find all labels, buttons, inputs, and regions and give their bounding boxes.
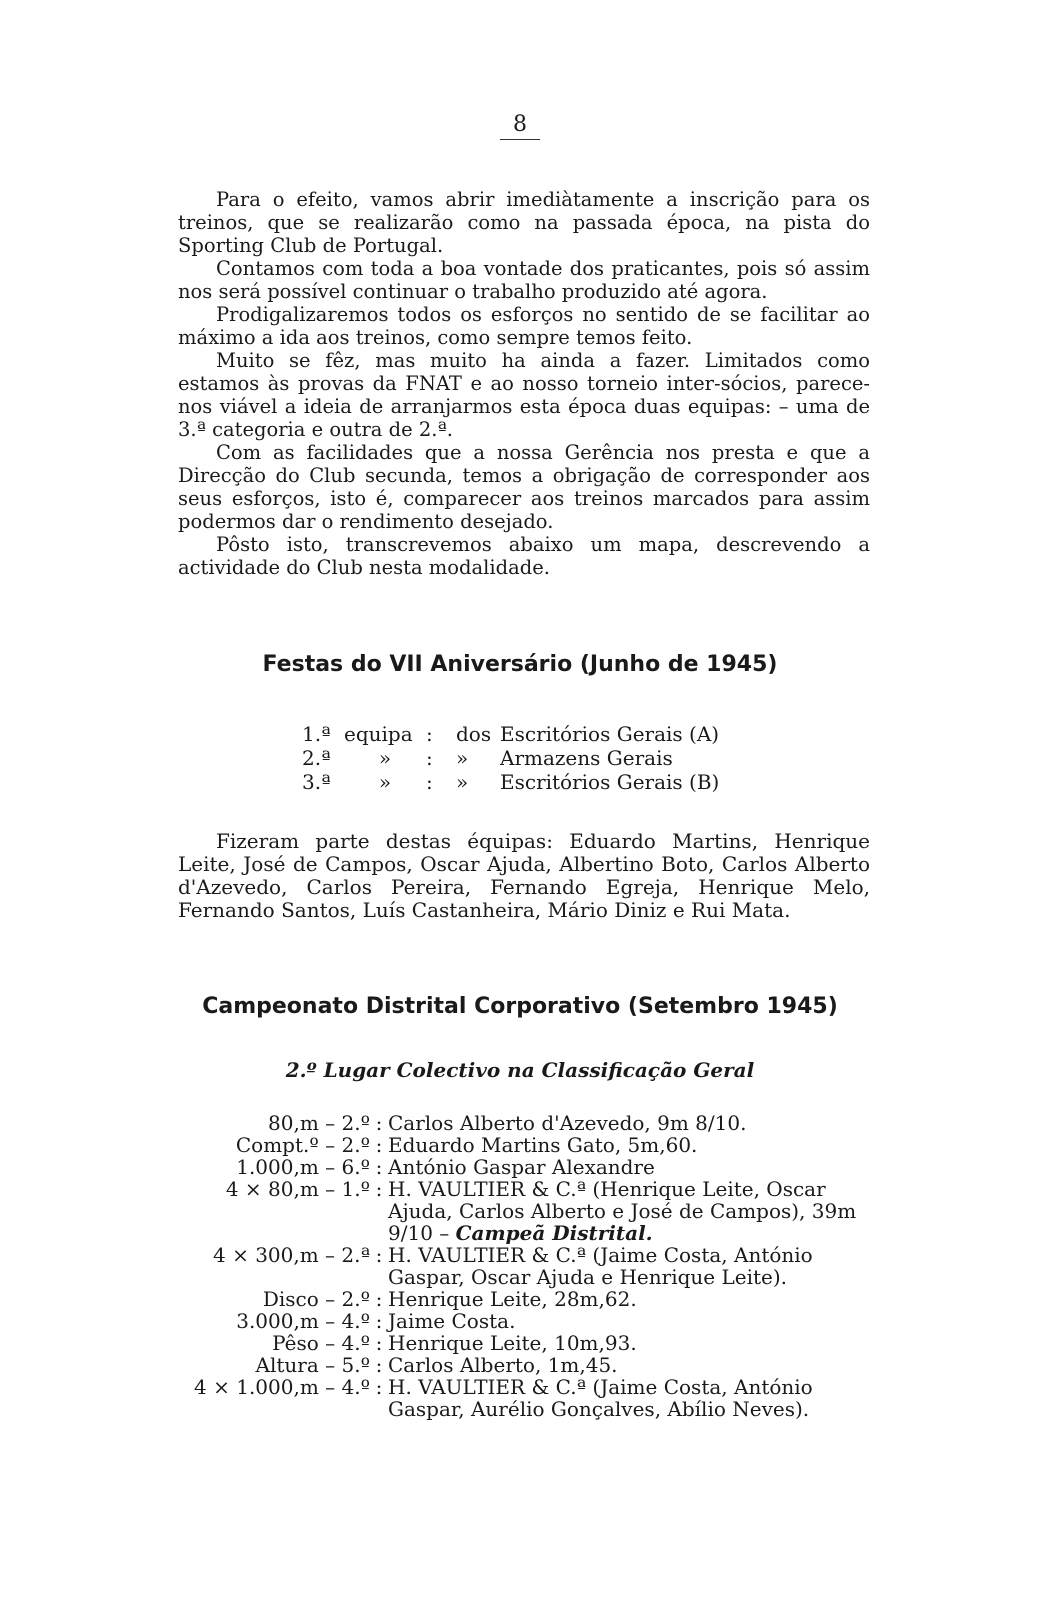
result-event: 3.000,m – 4.º xyxy=(236,1309,370,1333)
campeonato-subtitle: 2.º Lugar Colectivo na Classificação Geral xyxy=(285,1058,755,1082)
team-prefix: » xyxy=(456,746,469,770)
result-desc: Henrique Leite, 28m,62. xyxy=(388,1287,637,1311)
result-desc-text: H. VAULTIER & C.ª (Henrique Leite, Oscar Ajuda, Carlos Alberto e José de Campos), 39m 9/10 – xyxy=(388,1177,857,1245)
team-place: 2.ª xyxy=(302,746,331,770)
team-name: Escritórios Gerais (B) xyxy=(500,770,720,794)
result-row: Pêso – 4.º : Henrique Leite, 10m,93. xyxy=(172,1332,872,1354)
result-desc xyxy=(388,1178,872,1244)
teams-list xyxy=(302,722,772,794)
result-desc: Eduardo Martins Gato, 5m,60. xyxy=(388,1133,698,1157)
result-desc: Henrique Leite, 10m,93. xyxy=(388,1331,637,1355)
team-colon: : xyxy=(426,746,433,770)
result-row: 1.000,m – 6.º : António Gaspar Alexandre xyxy=(172,1156,872,1178)
result-event: Altura – 5.º xyxy=(255,1353,370,1377)
team-place: 3.ª xyxy=(302,770,331,794)
result-row: Disco – 2.º : Henrique Leite, 28m,62. xyxy=(172,1288,872,1310)
result-event: Disco – 2.º xyxy=(262,1287,370,1311)
team-label: » xyxy=(378,770,392,794)
paragraph: Para o efeito, vamos abrir imediàtamente a inscrição para os treinos, que se realizarão como na passada época, na pista do Sporting Club de Portugal. xyxy=(178,188,870,257)
paragraph: Muito se fêz, mas muito ha ainda a fazer. Limitados como estamos às provas da FNAT e ao nosso torneio inter-sócios, parece-nos viável a ideia de arranjarmos esta época duas equipas: – uma de 3.ª categoria e outra de 2.ª. xyxy=(178,349,870,441)
result-event: 4 × 300,m – 2.ª xyxy=(213,1243,370,1267)
paragraph: Com as facilidades que a nossa Gerência nos presta e que a Direcção do Club secunda, temos a obrigação de corresponder aos seus esforços, isto é, comparecer aos treinos marcados para assim podermos dar o rendimento desejado. xyxy=(178,441,870,533)
result-row: 4 × 1.000,m – 4.º : H. VAULTIER & C.ª (Jaime Costa, António Gaspar, Aurélio Gonçalves, Abílio Neves). xyxy=(172,1376,872,1420)
team-prefix: dos xyxy=(456,722,492,746)
participants-text xyxy=(178,830,870,922)
result-event: Compt.º – 2.º xyxy=(235,1133,370,1157)
result-row: 80,m – 2.º : Carlos Alberto d'Azevedo, 9m 8/10. xyxy=(172,1112,872,1134)
result-row: 4 × 80,m – 1.º : H. VAULTIER & C.ª (Henrique Leite, Oscar Ajuda, Carlos Alberto e José de Campos), 39m 9/10 – Campeã Distrital. xyxy=(172,1178,872,1244)
team-name: Escritórios Gerais (A) xyxy=(500,722,720,746)
result-row: 3.000,m – 4.º : Jaime Costa. xyxy=(172,1310,872,1332)
paragraph: Fizeram parte destas équipas: Eduardo Martins, Henrique Leite, José de Campos, Oscar Ajuda, Albertino Boto, Carlos Alberto d'Azevedo, Carlos Pereira, Fernando Egreja, Henrique Melo, Fernando Santos, Luís Castanheira, Mário Diniz e Rui Mata. xyxy=(178,829,870,922)
result-row: Compt.º – 2.º : Eduardo Martins Gato, 5m,60. xyxy=(172,1134,872,1156)
result-desc: Carlos Alberto d'Azevedo, 9m 8/10. xyxy=(388,1111,747,1135)
result-row: 4 × 300,m – 2.ª : H. VAULTIER & C.ª (Jaime Costa, António Gaspar, Oscar Ajuda e Henrique Leite). xyxy=(172,1244,872,1288)
team-row xyxy=(302,746,772,770)
result-desc: H. VAULTIER & C.ª (Jaime Costa, António Gaspar, Aurélio Gonçalves, Abílio Neves). xyxy=(388,1375,813,1421)
result-desc: Jaime Costa. xyxy=(388,1309,516,1333)
team-row xyxy=(302,722,772,746)
result-event: 1.000,m – 6.º xyxy=(236,1155,370,1179)
team-label: equipa xyxy=(344,722,413,746)
result-event: 80,m – 2.º xyxy=(268,1111,370,1135)
team-colon: : xyxy=(426,770,433,794)
paragraph: Pôsto isto, transcrevemos abaixo um mapa, descrevendo a actividade do Club nesta modalidade. xyxy=(178,533,870,579)
campeonato-heading: Campeonato Distrital Corporativo (Setembro 1945) xyxy=(202,994,838,1019)
paragraph: Contamos com toda a boa vontade dos praticantes, pois só assim nos será possível continuar o trabalho produzido até agora. xyxy=(178,257,870,303)
result-event: Pêso – 4.º xyxy=(272,1331,370,1355)
paragraph: Prodigalizaremos todos os esforços no sentido de se facilitar ao máximo a ida aos treinos, como sempre temos feito. xyxy=(178,303,870,349)
result-desc: H. VAULTIER & C.ª (Jaime Costa, António Gaspar, Oscar Ajuda e Henrique Leite). xyxy=(388,1243,813,1289)
result-desc: António Gaspar Alexandre xyxy=(388,1155,655,1179)
result-row: Altura – 5.º : Carlos Alberto, 1m,45. xyxy=(172,1354,872,1376)
result-desc: Carlos Alberto, 1m,45. xyxy=(388,1353,618,1377)
page-number: 8 xyxy=(500,112,540,140)
champion-note: Campeã Distrital. xyxy=(455,1221,653,1245)
team-prefix: » xyxy=(456,770,469,794)
team-colon: : xyxy=(426,722,433,746)
intro-text xyxy=(178,188,870,579)
team-label: » xyxy=(378,746,392,770)
result-event: 4 × 80,m – 1.º xyxy=(225,1177,370,1201)
result-event: 4 × 1.000,m – 4.º xyxy=(194,1375,370,1399)
team-name: Armazens Gerais xyxy=(500,746,673,770)
results-list xyxy=(172,1112,872,1420)
team-row xyxy=(302,770,772,794)
team-place: 1.ª xyxy=(302,722,331,746)
festas-heading: Festas do VII Aniversário (Junho de 1945) xyxy=(262,652,778,677)
